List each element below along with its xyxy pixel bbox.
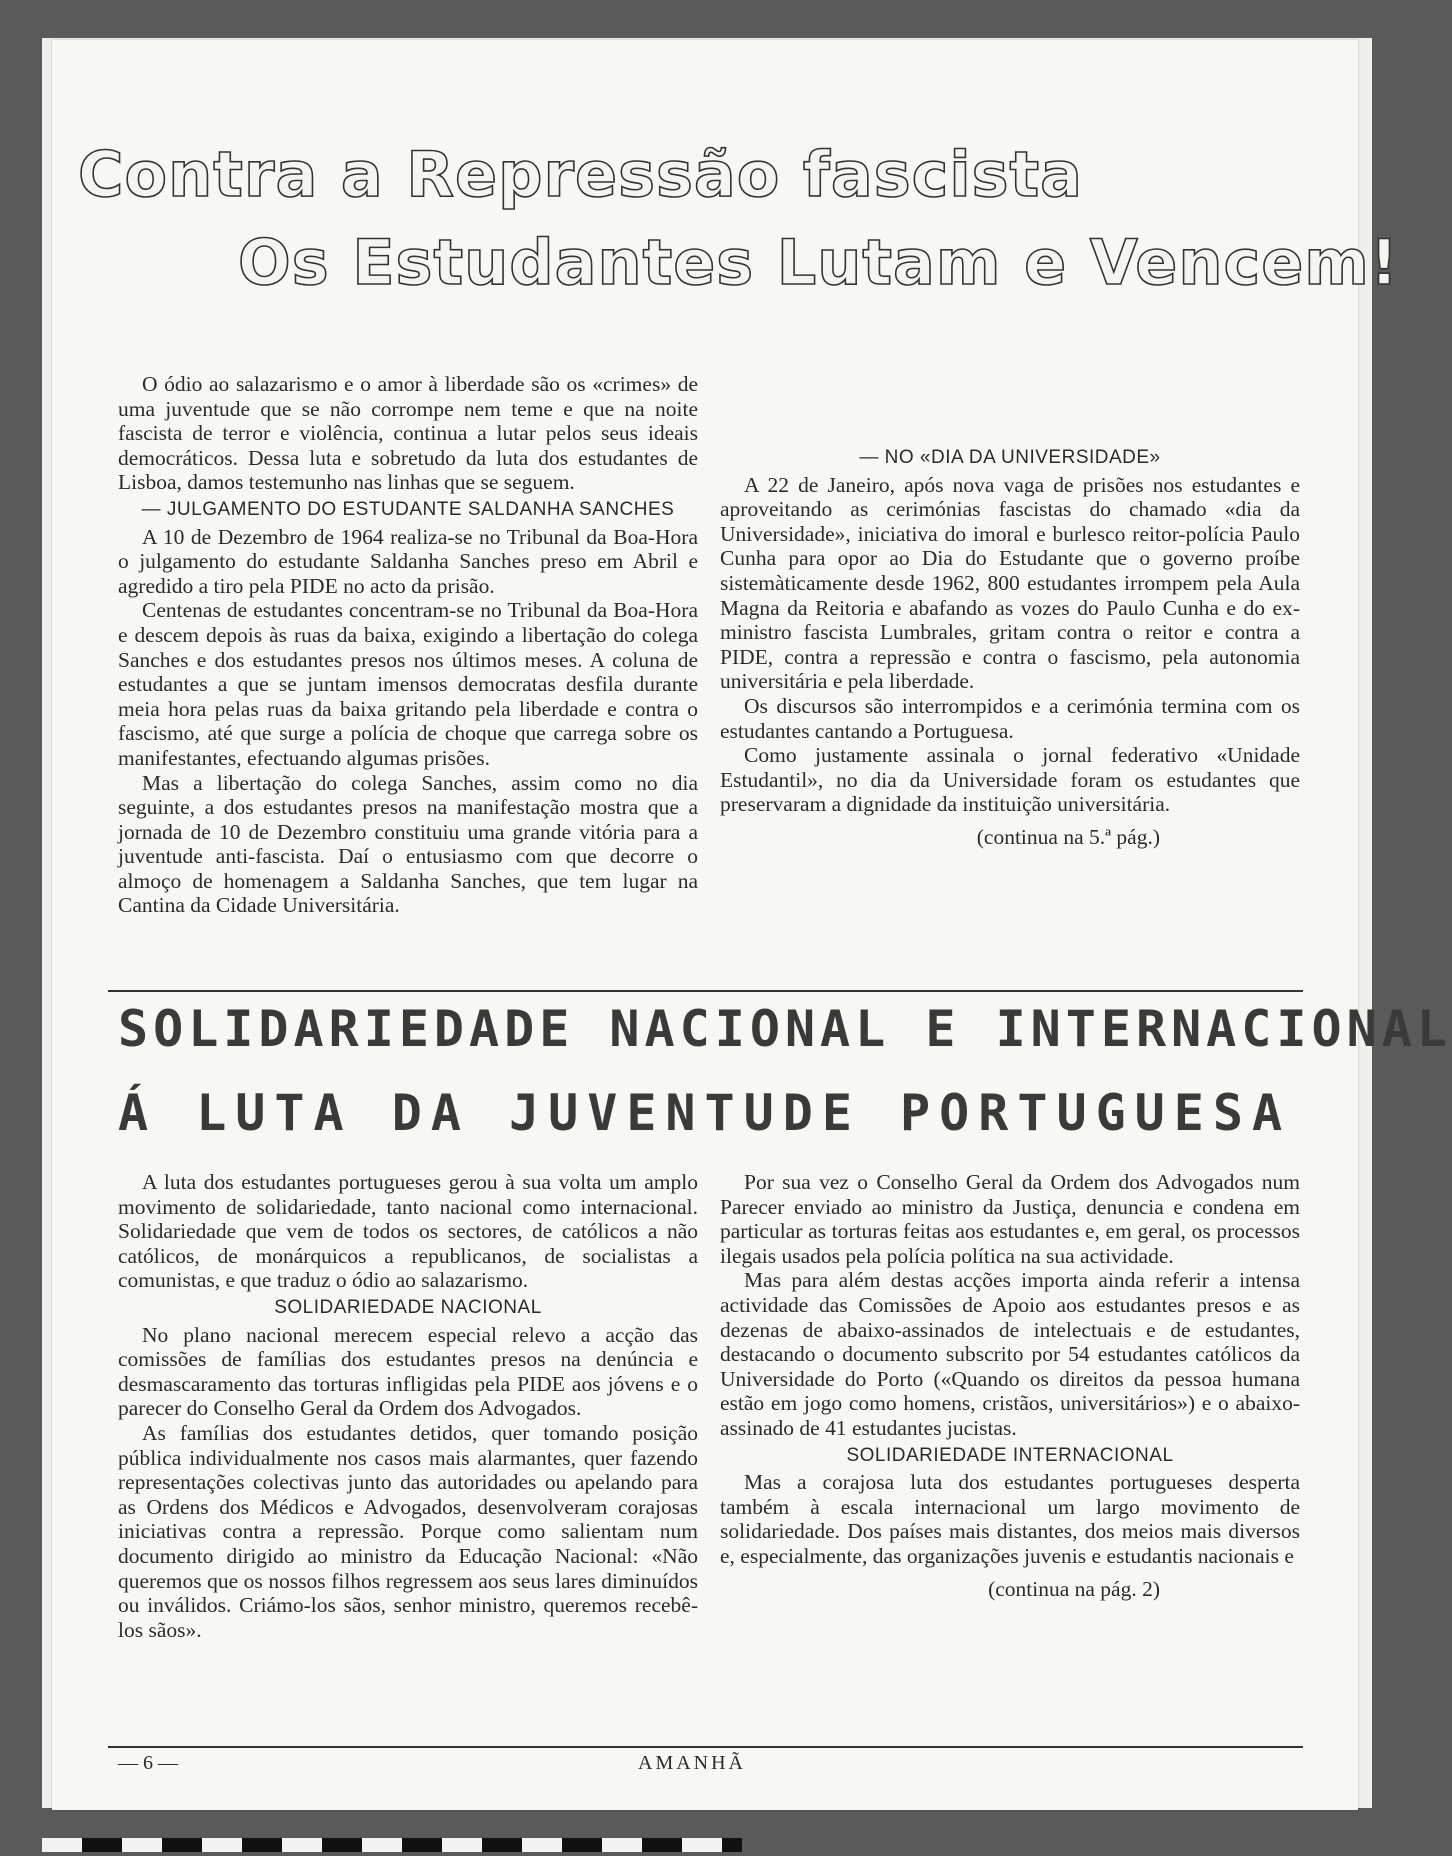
article-column-2 — [720, 372, 1300, 850]
paragraph: A 10 de Dezembro de 1964 realiza-se no Tribunal da Boa-Hora o julgamento do estudante Saldanha Sanches preso em Abril e agredido a tiro pela PIDE no acto da prisão. — [118, 524, 698, 598]
paragraph: A 22 de Janeiro, após nova vaga de prisões nos estudantes e aproveitando as cerimónias fascistas do chamado «dia da Universidade», iniciativa do imoral e burlesco reitor-polícia Paulo Cunha para opor ao Dia do Estudante que o governo proíbe sistemàticamente desde 1962, 800 estudantes irrompem pela Aula Magna da Reitoria e abafando as vozes do Paulo Cunha e do ex-ministro fascista Lumbrales, gritam contra o reitor e contra a PIDE, contra a repressão e contra o fascismo, pela autonomia universitária e pela liberdade. — [720, 472, 1300, 694]
paragraph: Como justamente assinala o jornal federativo «Unidade Estudantil», no dia da Universidade foram os estudantes que preservaram a dignidade da instituição universitária. — [720, 743, 1300, 817]
paragraph: Os discursos são interrompidos e a cerimónia termina com os estudantes cantando a Portuguesa. — [720, 693, 1300, 743]
subheading-dia-universidade: — NO «DIA DA UNIVERSIDADE» — [859, 447, 1161, 468]
publication-name: AMANHÃ — [638, 1752, 746, 1774]
banner-line-1: SOLIDARIEDADE NACIONAL E INTERNACIONAL — [118, 1000, 1452, 1058]
paragraph: No plano nacional merecem especial relevo a acção das comissões de famílias dos estudantes presos na denúncia e desmascaramento das torturas infligidas pela PIDE aos jóvens e o parecer do Conselho Geral da Ordem dos Advogados. — [118, 1322, 698, 1421]
paragraph: Centenas de estudantes concentram-se no Tribunal da Boa-Hora e descem depois às ruas da baixa, exigindo a libertação do colega Sanches e dos estudantes presos nos últimos meses. A coluna de estudantes a que se juntam imensos democratas desfila durante meia hora pelas ruas da baixa gritando pela liberdade e contra o fascismo, até que surge a polícia de choque que carrega sobre os manifestantes, efectuando algumas prisões. — [118, 598, 698, 770]
subheading-nacional: SOLIDARIEDADE NACIONAL — [274, 1296, 542, 1318]
article-column-3 — [118, 1170, 698, 1642]
paragraph: Mas para além destas acções importa ainda referir a intensa actividade das Comissões de Apoio aos estudantes presos e as dezenas de abaixo-assinados de intelectuais e de estudantes, destacando o documento subscrito por 54 estudantes católicos da Universidade do Porto («Quando os direitos da pessoa humana estão em jogo como homens, cristãos, universitários») e o abaixo-assinado de 41 estudantes jucistas. — [720, 1268, 1300, 1440]
paragraph: As famílias dos estudantes detidos, quer tomando posição pública individualmente nos casos mais alarmantes, quer fazendo representações colectivas junto das autoridades ou apelando para as Ordens dos Médicos e Advogados, desenvolveram corajosas iniciativas contra a repressão. Porque como salientam num documento dirigido ao ministro da Educação Nacional: «Não queremos que os nossos filhos regressem aos seus lares diminuídos ou inválidos. Criámo-los sãos, senhor ministro, queremos recebê-los sãos». — [118, 1420, 698, 1642]
headline-line-2: Os Estudantes Lutam e Vencem! — [238, 226, 1400, 299]
footer-rule — [108, 1746, 1303, 1748]
banner-line-2: Á LUTA DA JUVENTUDE PORTUGUESA — [118, 1084, 1292, 1142]
subheading-julgamento: — JULGAMENTO DO ESTUDANTE SALDANHA SANCHES — [141, 498, 675, 520]
section-divider — [108, 990, 1303, 992]
paragraph: Mas a corajosa luta dos estudantes portugueses desperta também à escala internacional um largo movimento de solidariedade. Dos países mais distantes, dos meios mais diversos e, especialmente, das organizações juvenis e estudantis nacionais e — [720, 1470, 1300, 1568]
paragraph: Por sua vez o Conselho Geral da Ordem dos Advogados num Parecer enviado ao ministro da Justiça, denuncia e condena em particular as torturas feitas aos estudantes e, em geral, os processos ilegais usados pela polícia política na sua actividade. — [720, 1170, 1300, 1268]
scale-ruler — [42, 1838, 742, 1852]
continued-note: (continua na 5.ª pág.) — [976, 824, 1160, 849]
headline-line-1: Contra a Repressão fascista — [78, 138, 1084, 211]
continued-note: (continua na pág. 2) — [988, 1576, 1160, 1601]
article-column-1 — [118, 372, 698, 918]
paragraph: A luta dos estudantes portugueses gerou à sua volta um amplo movimento de solidariedade, tanto nacional como internacional. Solidariedade que vem de todos os sectores, de católicos a não católicos, de monárquicos a republicanos, de socialistas a comunistas, e que traduz o ódio ao salazarismo. — [118, 1170, 698, 1293]
article-column-4 — [720, 1170, 1300, 1601]
page-number: — 6 — — [118, 1752, 178, 1774]
subheading-internacional: SOLIDARIEDADE INTERNACIONAL — [846, 1444, 1174, 1466]
article-intro: O ódio ao salazarismo e o amor à liberdade são os «crimes» de uma juventude que se não corrompe nem teme e que na noite fascista de terror e violência, continua a lutar pelos seus ideais democráticos. Dessa luta e sobretudo da luta dos estudantes de Lisboa, damos testemunho nas linhas que se seguem. — [118, 372, 698, 495]
paragraph: Mas a libertação do colega Sanches, assim como no dia seguinte, a dos estudantes presos na manifestação mostra que a jornada de 10 de Dezembro constituiu uma grande vitória para a juventude anti-fascista. Daí o entusiasmo com que decorre o almoço de homenagem a Saldanha Sanches, que tem lugar na Cantina da Cidade Universitária. — [118, 770, 698, 918]
